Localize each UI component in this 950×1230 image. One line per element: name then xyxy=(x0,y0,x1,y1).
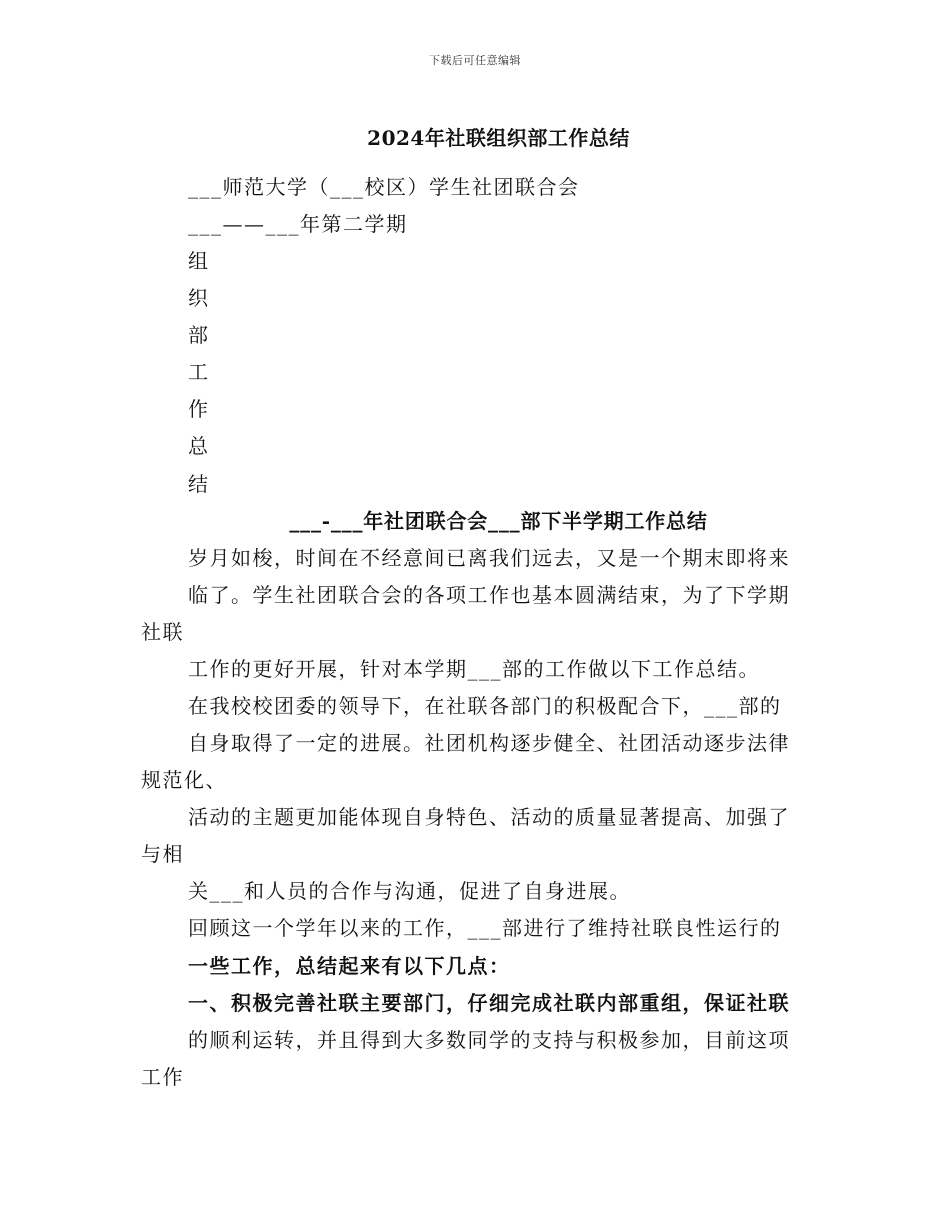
body-line: 回顾这一个学年以来的工作，___部进行了维持社联良性运行的 xyxy=(188,916,782,940)
body-line: 关___和人员的合作与沟通，促进了自身进展。 xyxy=(188,879,631,903)
body-line: 活动的主题更加能体现自身特色、活动的质量显著提高、加强了 xyxy=(188,805,790,829)
body-line: 的顺利运转，并且得到大多数同学的支持与积极参加，目前这项 xyxy=(188,1028,790,1052)
body-line: 自身取得了一定的进展。社团机构逐步健全、社团活动逐步法律 xyxy=(188,731,790,755)
vertical-char: 工 xyxy=(188,360,210,384)
section-subtitle: ___-___年社团联合会___部下半学期工作总结 xyxy=(289,509,708,533)
body-line: 临了。学生社团联合会的各项工作也基本圆满结束，为了下学期 xyxy=(188,583,790,607)
vertical-char: 总 xyxy=(188,434,210,458)
body-line: 工作 xyxy=(141,1065,184,1089)
body-line: 工作的更好开展，针对本学期___部的工作做以下工作总结。 xyxy=(188,657,760,681)
vertical-char: 结 xyxy=(188,472,210,496)
body-line-bold: 一些工作，总结起来有以下几点： xyxy=(188,954,511,978)
body-line: 规范化、 xyxy=(141,768,227,792)
document-title: 2024年社联组织部工作总结 xyxy=(367,126,630,150)
section-heading-1: 一、积极完善社联主要部门，仔细完成社联内部重组，保证社联 xyxy=(188,991,790,1015)
vertical-char: 织 xyxy=(188,286,210,310)
vertical-char: 作 xyxy=(188,397,210,421)
body-line: 岁月如梭，时间在不经意间已离我们远去，又是一个期末即将来 xyxy=(188,546,790,570)
vertical-char: 组 xyxy=(188,249,210,273)
org-line: ___师范大学（___校区）学生社团联合会 xyxy=(188,175,580,199)
header-note: 下载后可任意编辑 xyxy=(429,54,521,67)
vertical-char: 部 xyxy=(188,323,210,347)
body-line: 社联 xyxy=(141,620,184,644)
body-line: 在我校校团委的领导下，在社联各部门的积极配合下，___部的 xyxy=(188,694,782,718)
term-line: ___——___年第二学期 xyxy=(188,212,408,236)
body-line: 与相 xyxy=(141,842,184,866)
